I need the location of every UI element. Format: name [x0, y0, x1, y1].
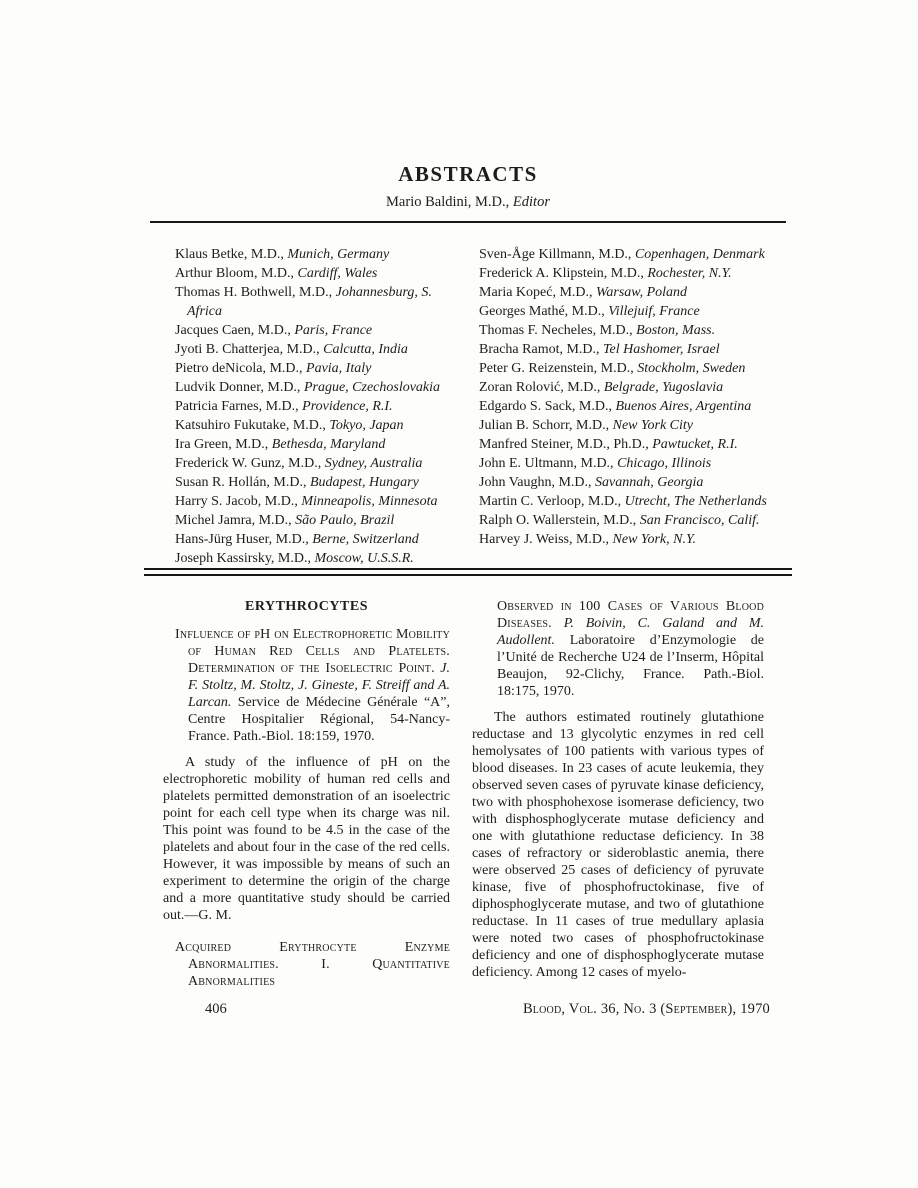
- member-name: John Vaughn, M.D.,: [479, 475, 596, 490]
- abstract-title-continuation: Observed in 100 Cases of Various Blood Diseases.: [497, 599, 764, 631]
- member-name: Susan R. Hollán, M.D.,: [175, 475, 310, 490]
- member-location: Tokyo, Japan: [329, 418, 404, 433]
- member-location: San Francisco, Calif.: [639, 513, 760, 528]
- member-name: Pietro deNicola, M.D.,: [175, 361, 307, 376]
- member-location: Tel Hashomer, Israel: [603, 342, 720, 357]
- member-location: Savannah, Georgia: [595, 475, 704, 490]
- board-member: [175, 321, 462, 340]
- section-heading: ERYTHROCYTES: [245, 599, 368, 614]
- editor-line: [150, 194, 786, 211]
- member-location: Utrecht, The Netherlands: [624, 494, 767, 509]
- member-location: Munich, Germany: [287, 247, 390, 262]
- member-name: Ludvik Donner, M.D.,: [175, 380, 304, 395]
- member-location: Bethesda, Maryland: [271, 437, 386, 452]
- board-member: [175, 378, 462, 397]
- member-name: Katsuhiro Fukutake, M.D.,: [175, 418, 330, 433]
- member-name: Harvey J. Weiss, M.D.,: [479, 532, 613, 547]
- header-rule: [150, 221, 786, 223]
- board-member: [479, 283, 798, 302]
- editor-name: Mario Baldini, M.D.,: [386, 194, 510, 210]
- member-location: São Paulo, Brazil: [295, 513, 395, 528]
- abstract-heading: [163, 626, 450, 745]
- member-location: Boston, Mass.: [636, 323, 716, 338]
- member-location: Warsaw, Poland: [596, 285, 688, 300]
- member-name: Sven-Åge Killmann, M.D.,: [479, 247, 635, 262]
- member-location: Rochester, N.Y.: [647, 266, 732, 281]
- member-name: Jyoti B. Chatterjea, M.D.,: [175, 342, 324, 357]
- board-member: [479, 435, 798, 454]
- member-location: Pawtucket, R.I.: [652, 437, 738, 452]
- member-name: John E. Ultmann, M.D.,: [479, 456, 618, 471]
- member-location: Stockholm, Sweden: [637, 361, 746, 376]
- member-name: Joseph Kassirsky, M.D.,: [175, 551, 315, 566]
- board-member: [175, 283, 462, 321]
- abstract-authors: P. Boivin, C. Galand and M. Audollent.: [497, 616, 765, 648]
- board-member: [175, 397, 462, 416]
- member-name: Maria Kopeć, M.D.,: [479, 285, 597, 300]
- board-member: [479, 416, 798, 435]
- page-header: [150, 162, 786, 211]
- abstract-body: The authors estimated routinely glutathione reductase and 13 glycolytic enzymes in red cell hemolysates of 100 patients with various types of blood diseases. In 23 cases of acute leukemia, they observed seven cases of pyruvate kinase deficiency, two with phosphohexose isomerase deficiency, two with disphosphoglycerate mutase deficiency and one with glutathione reductase deficiency. In 38 cases of refractory or sideroblastic anemia, there were observed 25 cases of deficiency of pyruvate kinase, five of phosphofructokinase, five of diphosphoglycerate mutase, and two of glutathione reductase. In 11 cases of true medullary aplasia were noted two cases of phosphofructokinase deficiency and one of disphosphoglycerate mutase deficiency. Among 12 cases of myelo-: [472, 710, 764, 980]
- editor-role: Editor: [512, 194, 550, 210]
- abstracts-column-right: [472, 598, 764, 981]
- member-name: Thomas F. Necheles, M.D.,: [479, 323, 637, 338]
- member-name: Ira Green, M.D.,: [175, 437, 272, 452]
- member-location: New York City: [612, 418, 693, 433]
- board-member: [175, 264, 462, 283]
- editorial-board: [150, 245, 798, 568]
- section-divider-rule: [144, 568, 792, 576]
- board-member: [175, 245, 462, 264]
- page-number: 406: [205, 1001, 227, 1017]
- board-member: [175, 549, 462, 568]
- member-location: Prague, Czechoslovakia: [303, 380, 441, 395]
- board-member: [479, 264, 798, 283]
- abstract-affiliation: Service de Médecine Générale “A”, Centre Hospitalier Régional, 54-Nancy-France. Path.-Biol. 18:159, 1970.: [188, 695, 450, 744]
- member-location: Budapest, Hungary: [309, 475, 419, 490]
- board-member: [175, 435, 462, 454]
- journal-citation: Blood, Vol. 36, No. 3 (September), 1970: [522, 1001, 770, 1017]
- member-name: Ralph O. Wallerstein, M.D.,: [479, 513, 640, 528]
- board-member: [479, 321, 798, 340]
- board-member: [479, 378, 798, 397]
- member-location: Pavia, Italy: [306, 361, 372, 376]
- member-name: Klaus Betke, M.D.,: [175, 247, 288, 262]
- member-location: Paris, France: [294, 323, 373, 338]
- member-name: Peter G. Reizenstein, M.D.,: [479, 361, 638, 376]
- board-member: [175, 340, 462, 359]
- board-column-left: [150, 245, 462, 568]
- abstract-heading-next: [163, 939, 450, 990]
- board-member: [175, 473, 462, 492]
- abstract-affiliation: Laboratoire d’Enzymologie de l’Unité de Recherche U24 de l’Inserm, Hôpital Beaujon, 92-Clichy, France. Path.-Biol. 18:175, 1970.: [497, 633, 764, 699]
- board-member: [175, 416, 462, 435]
- board-member: [479, 359, 798, 378]
- board-column-right: [462, 245, 798, 568]
- abstract-body: A study of the influence of pH on the electrophoretic mobility of human red cells and platelets permitted demonstration of an isoelectric point for each cell type when its charge was nil. This point was found to be 4.5 in the case of the platelets and about four in the case of the red cells. However, it was impossible by means of such an experiment to determine the origin of the charge and a more quantitative study should be carried out.—G. M.: [163, 755, 450, 923]
- member-location: Sydney, Australia: [324, 456, 423, 471]
- board-member: [479, 530, 798, 549]
- board-member: [479, 397, 798, 416]
- member-name: Arthur Bloom, M.D.,: [175, 266, 298, 281]
- member-name: Manfred Steiner, M.D., Ph.D.,: [479, 437, 653, 452]
- member-name: Zoran Rolović, M.D.,: [479, 380, 604, 395]
- abstract-heading-continuation: [472, 598, 764, 700]
- abstract-title: Influence of pH on Electrophoretic Mobility of Human Red Cells and Platelets. Determination of the Isoelectric Point.: [175, 627, 450, 676]
- member-location: Calcutta, India: [323, 342, 408, 357]
- board-member: [175, 359, 462, 378]
- member-name: Edgardo S. Sack, M.D.,: [479, 399, 616, 414]
- member-name: Martin C. Verloop, M.D.,: [479, 494, 625, 509]
- member-location: Villejuif, France: [608, 304, 700, 319]
- member-location: Cardiff, Wales: [297, 266, 378, 281]
- abstracts-column-left: [163, 598, 450, 990]
- member-location: Moscow, U.S.S.R.: [314, 551, 414, 566]
- member-location: Buenos Aires, Argentina: [615, 399, 752, 414]
- member-name: Frederick W. Gunz, M.D.,: [175, 456, 325, 471]
- board-member: [175, 530, 462, 549]
- board-member: [479, 492, 798, 511]
- member-name: Julian B. Schorr, M.D.,: [479, 418, 613, 433]
- member-location: Chicago, Illinois: [617, 456, 712, 471]
- member-name: Jacques Caen, M.D.,: [175, 323, 295, 338]
- member-name: Michel Jamra, M.D.,: [175, 513, 296, 528]
- board-member: [479, 245, 798, 264]
- member-location: Minneapolis, Minnesota: [301, 494, 438, 509]
- member-location: Berne, Switzerland: [312, 532, 419, 547]
- member-location: Belgrade, Yugoslavia: [603, 380, 724, 395]
- member-name: Georges Mathé, M.D.,: [479, 304, 609, 319]
- board-member: [479, 340, 798, 359]
- board-member: [175, 511, 462, 530]
- member-name: Bracha Ramot, M.D.,: [479, 342, 604, 357]
- member-location: Johannesburg, S. Africa: [187, 285, 432, 319]
- member-name: Thomas H. Bothwell, M.D.,: [175, 285, 336, 300]
- board-member: [479, 454, 798, 473]
- abstract-authors: J. F. Stoltz, M. Stoltz, J. Gineste, F. Streiff and A. Larcan.: [188, 661, 451, 710]
- member-location: Copenhagen, Denmark: [634, 247, 765, 262]
- board-member: [175, 454, 462, 473]
- member-location: Providence, R.I.: [302, 399, 393, 414]
- member-name: Frederick A. Klipstein, M.D.,: [479, 266, 648, 281]
- member-location: New York, N.Y.: [612, 532, 696, 547]
- board-member: [479, 511, 798, 530]
- board-member: [479, 302, 798, 321]
- member-name: Harry S. Jacob, M.D.,: [175, 494, 302, 509]
- board-member: [479, 473, 798, 492]
- member-name: Hans-Jürg Huser, M.D.,: [175, 532, 313, 547]
- board-member: [175, 492, 462, 511]
- page-title: ABSTRACTS: [398, 162, 538, 186]
- abstract-title-next: Acquired Erythrocyte Enzyme Abnormalities. I. Quantitative Abnormalities: [175, 940, 450, 989]
- member-name: Patricia Farnes, M.D.,: [175, 399, 303, 414]
